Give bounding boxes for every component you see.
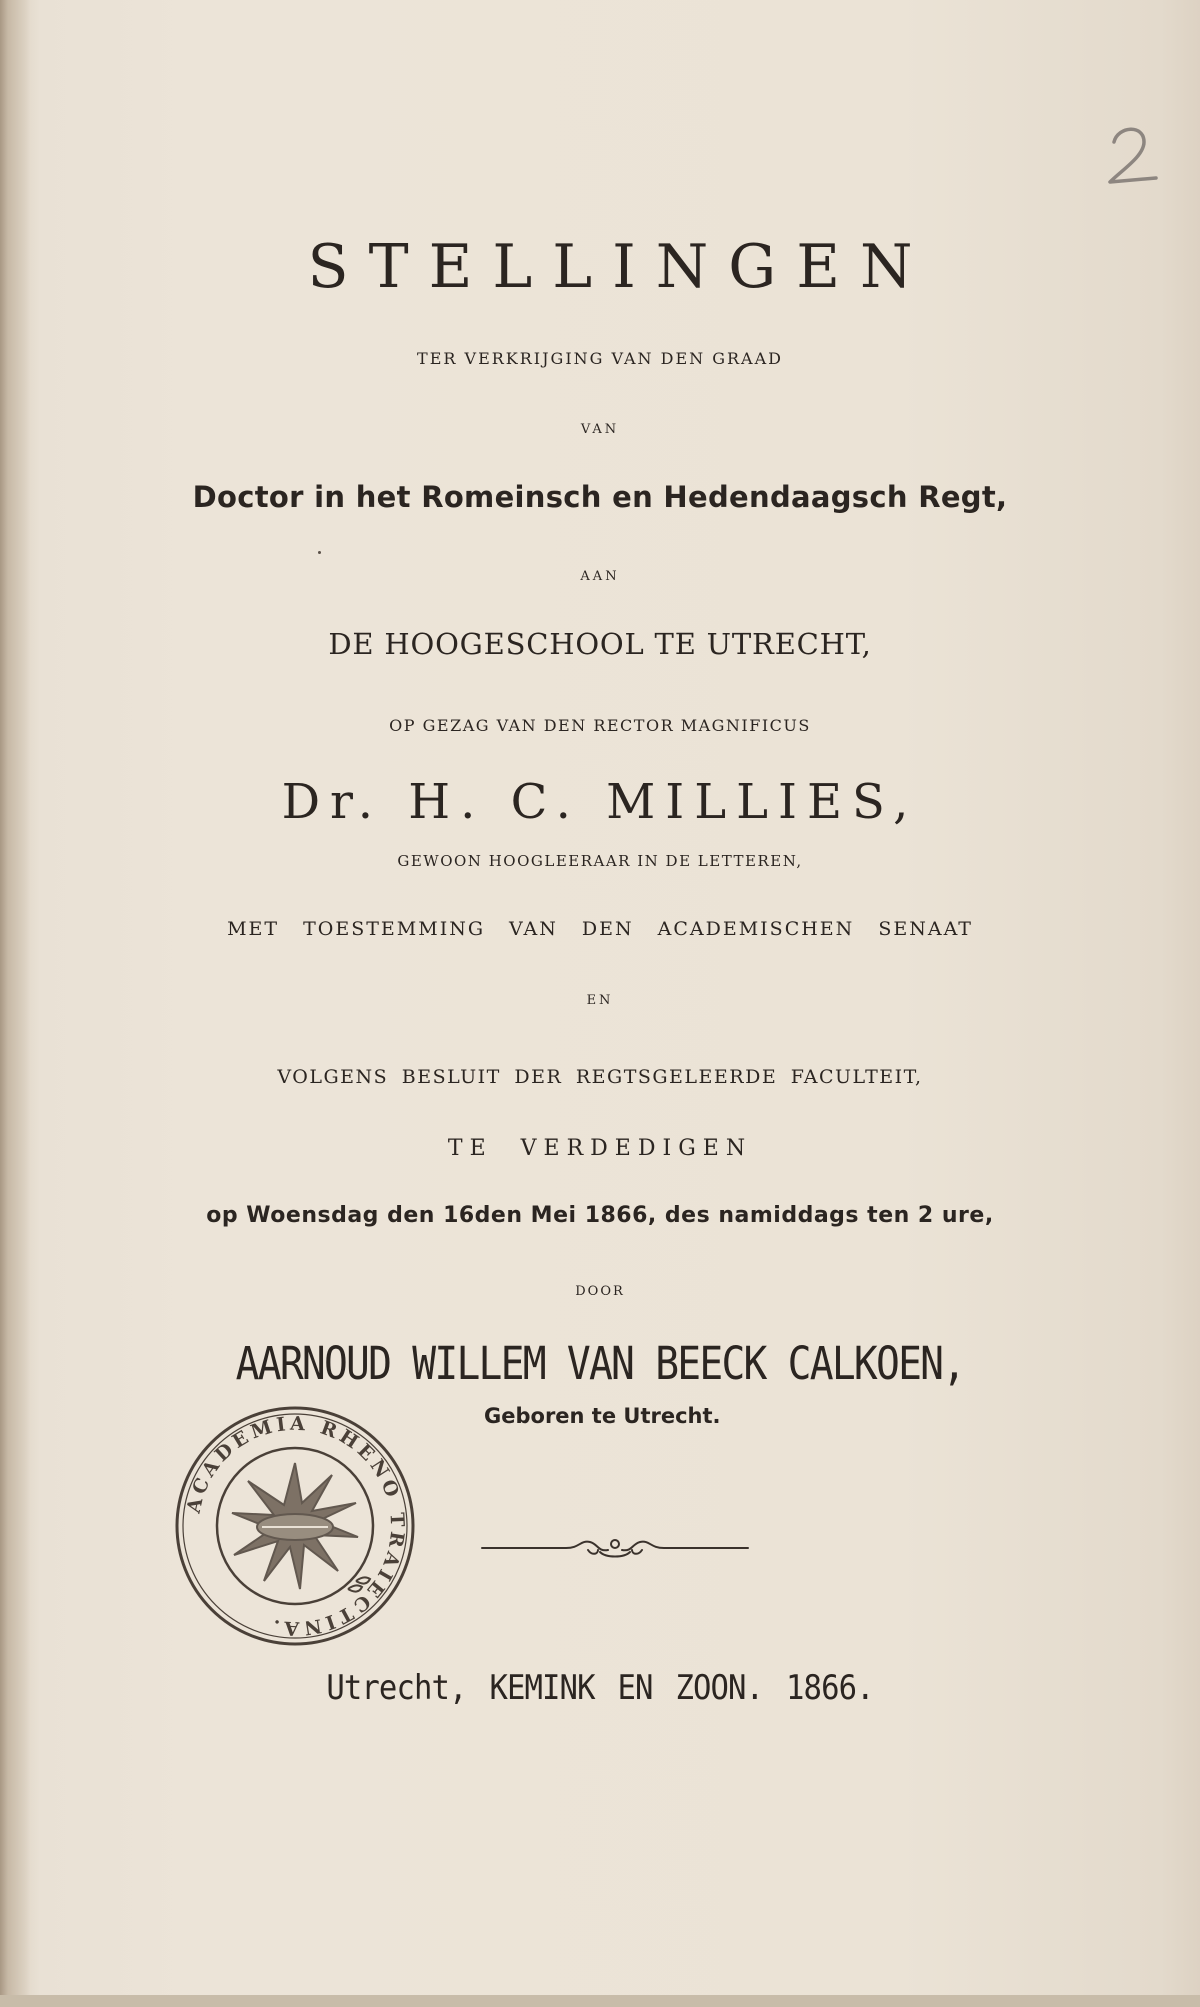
pencil-page-number bbox=[1100, 120, 1170, 190]
author-name: AARNOUD WILLEM VAN BEECK CALKOEN, bbox=[235, 1337, 965, 1390]
page-bottom-edge bbox=[0, 1995, 1200, 2007]
publisher-line: Utrecht, KEMINK EN ZOON. 1866. bbox=[326, 1668, 874, 1708]
en-line: EN bbox=[586, 993, 614, 1008]
door-line: DOOR bbox=[575, 1284, 625, 1299]
subtitle-line: TER VERKRIJGING VAN DEN GRAAD bbox=[417, 349, 783, 368]
decorative-ornament bbox=[480, 1530, 750, 1566]
ink-speck bbox=[318, 551, 321, 554]
degree-line: Doctor in het Romeinsch en Hedendaagsch Regt, bbox=[192, 480, 1008, 514]
date-line: op Woensdag den 16den Mei 1866, des namiddags ten 2 ure, bbox=[206, 1203, 994, 1228]
aan-line: AAN bbox=[580, 569, 620, 584]
rector-title: GEWOON HOOGLEERAAR IN DE LETTEREN, bbox=[397, 852, 803, 870]
consent-line: MET TOESTEMMING VAN DEN ACADEMISCHEN SENAAT bbox=[227, 918, 973, 940]
defend-line: TE VERDEDIGEN bbox=[447, 1136, 753, 1161]
university-line: DE HOOGESCHOOL TE UTRECHT, bbox=[328, 627, 872, 661]
university-stamp bbox=[172, 1403, 418, 1649]
faculty-line: VOLGENS BESLUIT DER REGTSGELEERDE FACULTEIT, bbox=[277, 1066, 923, 1088]
rector-name: Dr. H. C. MILLIES, bbox=[281, 774, 919, 830]
document-title: STELLINGEN bbox=[307, 232, 933, 302]
authority-line: OP GEZAG VAN DEN RECTOR MAGNIFICUS bbox=[389, 716, 811, 735]
svg-text:ACADEMIA RHENO TRAIECTINA.: ACADEMIA RHENO TRAIECTINA. bbox=[182, 1412, 409, 1640]
van-line: VAN bbox=[580, 422, 620, 437]
birthplace-line: Geboren te Utrecht. bbox=[484, 1404, 721, 1428]
